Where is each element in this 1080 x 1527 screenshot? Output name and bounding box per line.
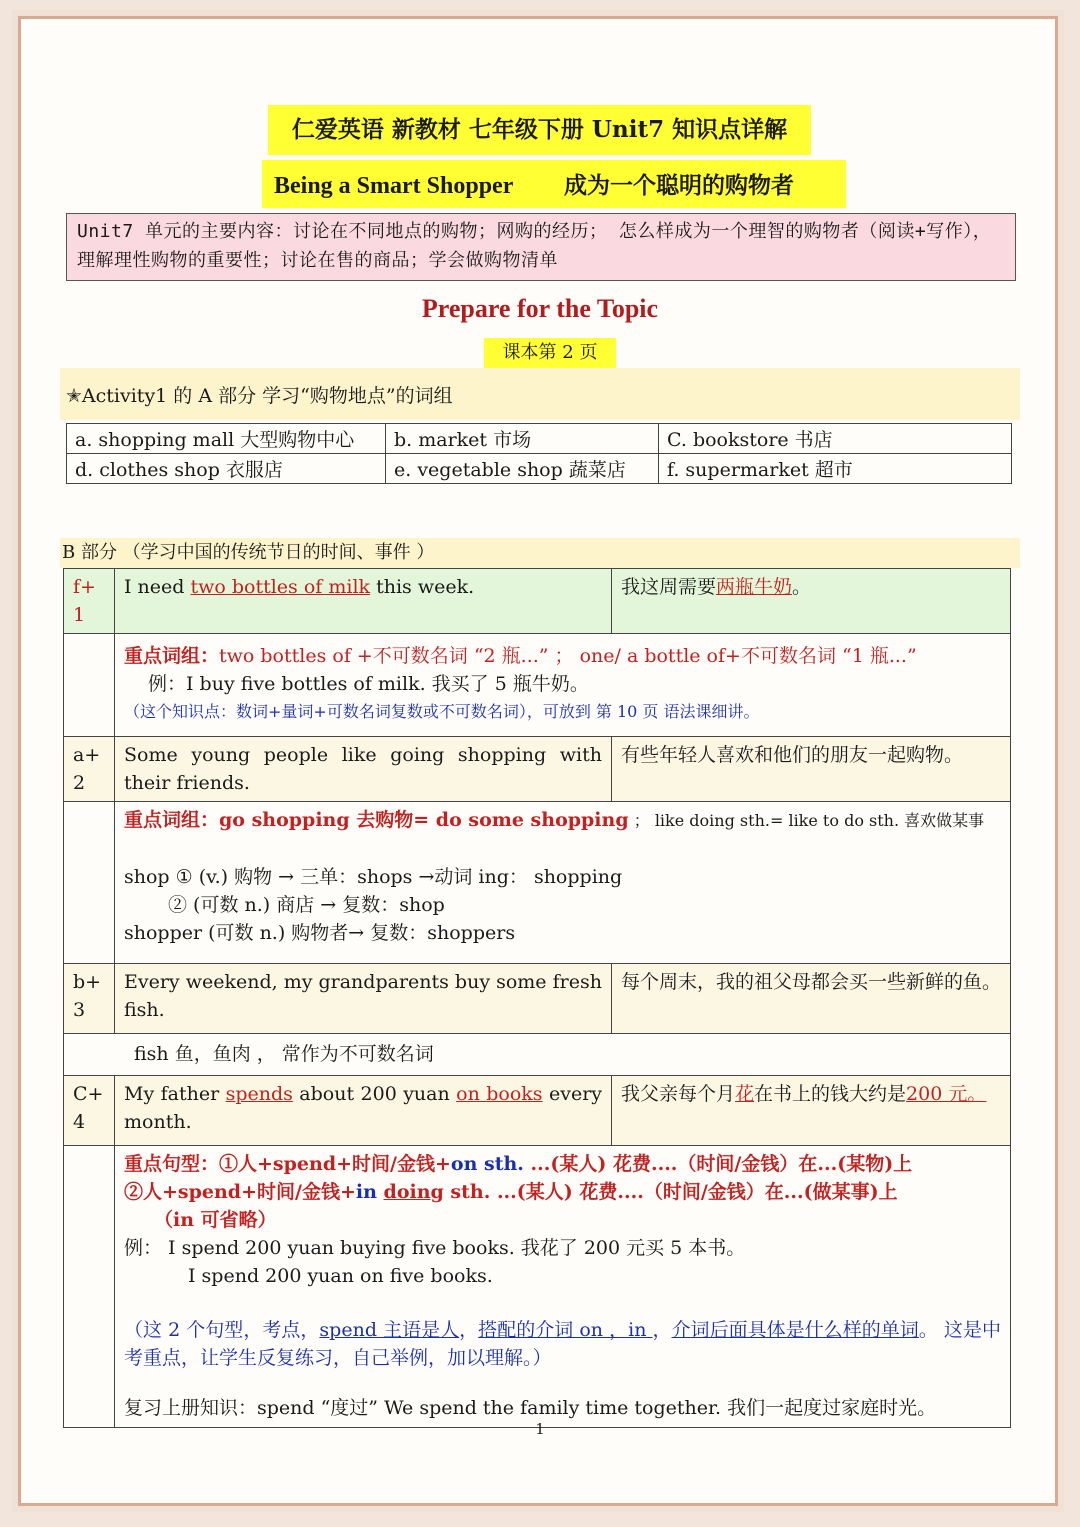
english-sentence: Every weekend, my grandparents buy some fresh fish.	[115, 964, 612, 1034]
english-sentence	[115, 1076, 612, 1146]
example-line: I spend 200 yuan on five books.	[188, 1265, 493, 1287]
tip-text: 。 这是中考重点，让学生反复练习，自己举例，加以理解。）	[124, 1319, 1001, 1369]
table-row	[67, 424, 1012, 454]
row-tag: b+ 3	[64, 964, 115, 1034]
spacer	[124, 835, 1001, 863]
note-line	[124, 642, 1001, 670]
translation-text: 在书上的钱大约是	[754, 1083, 907, 1105]
tip-text: spend 主语是人	[319, 1319, 460, 1341]
note-label: 重点句型：	[124, 1153, 220, 1175]
pattern-text: doing	[383, 1181, 444, 1203]
key-phrase: 200 元。	[906, 1083, 987, 1105]
note-label: 重点词组：	[124, 645, 220, 667]
translation-text: 我这周需要	[621, 576, 717, 598]
place-cell: b. market 市场	[386, 424, 659, 454]
section-title: Prepare for the Topic	[421, 294, 659, 323]
translation-text: 我父亲每个月	[621, 1083, 736, 1105]
teaching-tip	[124, 1316, 1001, 1372]
table-row	[64, 1034, 1011, 1076]
word-form-line: shopper (可数 n.) 购物者→ 复数：shoppers	[124, 922, 516, 944]
spacer	[124, 1372, 1001, 1394]
subtitle-english: Being a Smart Shopper	[274, 173, 514, 199]
activity-b-heading: B 部分 （学习中国的传统节日的时间、事件 ）	[60, 538, 1020, 568]
sentence-text: I need	[124, 576, 191, 598]
sentence-text: My father	[124, 1083, 226, 1105]
row-tag: f+ 1	[64, 569, 115, 634]
review-line: 复习上册知识：spend “度过” We spend the family time together. 我们一起度过家庭时光。	[124, 1397, 937, 1419]
example-line: 例： I spend 200 yuan buying five books. 我花了 200 元买 5 本书。	[124, 1237, 746, 1259]
translation-text: 。	[792, 576, 812, 598]
note-cell	[115, 802, 1011, 964]
note-text: ； like doing sth.= like to do sth. 喜欢做某事	[628, 811, 985, 830]
chinese-translation	[612, 569, 1011, 634]
textbook-page-tag: 课本第 2 页	[484, 338, 616, 368]
pattern-line	[124, 1178, 1001, 1206]
sentence-text: about 200 yuan	[292, 1083, 457, 1105]
unit-subtitle	[262, 160, 846, 208]
tip-text: ，	[459, 1319, 479, 1341]
place-cell: C. bookstore 书店	[659, 424, 1012, 454]
key-phrase: 花	[735, 1083, 755, 1105]
pattern-text: ...(某人) 花费....（时间/金钱）在...(某物)上	[523, 1153, 913, 1175]
key-phrase: 两瓶牛奶	[716, 576, 793, 598]
unit-summary-box: Unit7 单元的主要内容：讨论在不同地点的购物；网购的经历； 怎么样成为一个理智的购物者（阅读+写作），理解理性购物的重要性；讨论在售的商品；学会做购物清单	[66, 213, 1016, 281]
preposition: in	[355, 1181, 384, 1203]
tip-text: （这 2 个句型，考点，	[124, 1319, 320, 1341]
subtitle-chinese: 成为一个聪明的购物者	[564, 172, 794, 199]
key-phrase: spends	[225, 1083, 293, 1105]
table-row	[64, 634, 1011, 737]
row-tag: a+ 2	[64, 737, 115, 802]
note-text: two bottles of +不可数名词 “2 瓶...” ； one/ a bottle of+不可数名词 “1 瓶...”	[219, 645, 917, 667]
document-title: 仁爱英语 新教材 七年级下册 Unit7 知识点详解	[268, 105, 811, 155]
empty-cell	[64, 634, 115, 737]
tip-text: 介词后面具体是什么样的单词	[671, 1319, 919, 1341]
teaching-tip: （这个知识点：数词+量词+可数名词复数或不可数名词），可放到 第 10 页 语法课细讲。	[124, 702, 760, 721]
tip-text: 搭配的介词 on ，in	[478, 1319, 653, 1341]
place-cell: d. clothes shop 衣服店	[67, 454, 386, 484]
pattern-note: （in 可省略）	[154, 1209, 277, 1231]
sentence-table	[63, 568, 1011, 1428]
pattern-text: sth. ...(某人) 花费....（时间/金钱）在...(做某事)上	[443, 1181, 898, 1203]
note-cell	[115, 634, 1011, 737]
preposition: on sth.	[450, 1153, 524, 1175]
empty-cell	[64, 802, 115, 964]
english-sentence	[115, 569, 612, 634]
word-form-line: shop ① (v.) 购物 → 三单：shops →动词 ing： shopping	[124, 866, 623, 888]
tip-text: ，	[652, 1319, 672, 1341]
table-row	[64, 737, 1011, 802]
table-row	[64, 964, 1011, 1034]
note-cell	[115, 1146, 1011, 1428]
table-row	[64, 1146, 1011, 1428]
note-label: 重点词组：	[124, 809, 220, 831]
key-phrase: go shopping 去购物= do some shopping	[219, 809, 629, 831]
example-line: 例：I buy five bottles of milk. 我买了 5 瓶牛奶。	[148, 673, 589, 695]
spacer	[124, 1290, 1001, 1316]
word-form-line: ② (可数 n.) 商店 → 复数：shop	[168, 894, 445, 916]
place-cell: e. vegetable shop 蔬菜店	[386, 454, 659, 484]
table-row	[67, 454, 1012, 484]
table-row	[64, 1076, 1011, 1146]
pattern-line	[124, 1150, 1001, 1178]
row-tag: C+ 4	[64, 1076, 115, 1146]
table-row	[64, 802, 1011, 964]
shopping-places-table	[66, 423, 1012, 484]
table-row	[64, 569, 1011, 634]
key-phrase: on books	[456, 1083, 543, 1105]
sentence-text: every month.	[124, 1083, 603, 1133]
pattern-text: ①人+spend+时间/金钱+	[219, 1153, 451, 1175]
sentence-text: this week.	[370, 576, 475, 598]
english-sentence: Some young people like going shopping with their friends.	[115, 737, 612, 802]
chinese-translation: 每个周末，我的祖父母都会买一些新鲜的鱼。	[612, 964, 1011, 1034]
pattern-text: ②人+spend+时间/金钱+	[124, 1181, 356, 1203]
place-cell: a. shopping mall 大型购物中心	[67, 424, 386, 454]
place-cell: f. supermarket 超市	[659, 454, 1012, 484]
chinese-translation: 有些年轻人喜欢和他们的朋友一起购物。	[612, 737, 1011, 802]
empty-cell	[64, 1146, 115, 1428]
activity-a-heading: ✭Activity1 的 A 部分 学习“购物地点”的词组	[60, 368, 1020, 420]
page-number: 1	[535, 1420, 545, 1438]
chinese-translation	[612, 1076, 1011, 1146]
note-line	[124, 806, 1001, 835]
key-phrase: two bottles of milk	[190, 576, 371, 598]
note-cell: fish 鱼，鱼肉 ， 常作为不可数名词	[64, 1034, 1011, 1076]
